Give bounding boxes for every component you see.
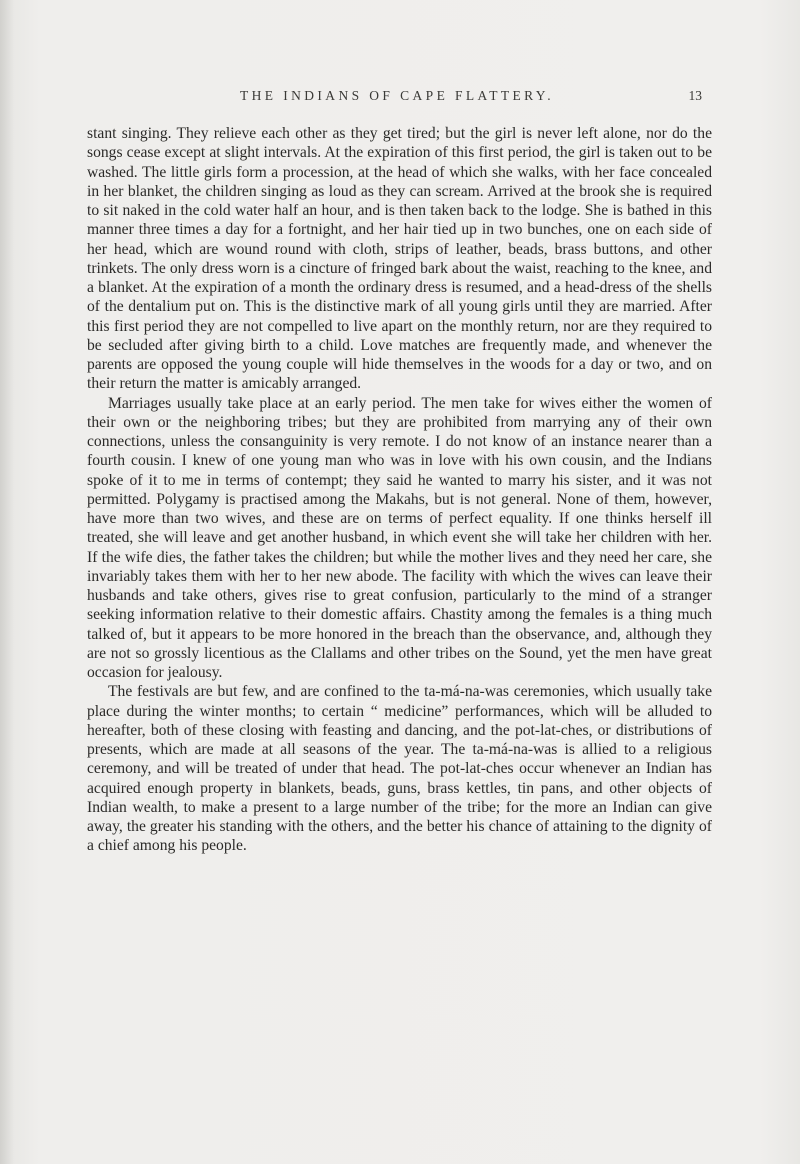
page-number: 13 — [688, 88, 702, 103]
paragraph-festivals: The festivals are but few, and are confined to the ta-má-na-was ceremonies, which usually take place during the winter months; to certain “ medicine” performances, which will be alluded to hereafter, both of these closing with feasting and dancing, and the pot-lat-ches, or distributions of presents, which are made at all seasons of the year. The ta-má-na-was is allied to a religious ceremony, and will be treated of under that head. The pot-lat-ches occur whenever an Indian has acquired enough property in blankets, beads, guns, brass kettles, tin pans, and other objects of Indian wealth, to make a present to a large number of the tribe; for the more an Indian can give away, the greater his standing with the others, and the better his chance of attaining to the dignity of a chief among his people. — [87, 683, 712, 855]
paragraph-continuation: stant singing. They relieve each other as they get tired; but the girl is never left alone, nor do the songs cease except at slight intervals. At the expiration of this first period, the girl is taken out to be washed. The little girls form a procession, at the head of which she walks, with her face concealed in her blanket, the children singing as loud as they can scream. Arrived at the brook she is required to sit naked in the cold water half an hour, and is then taken back to the lodge. She is bathed in this manner three times a day for a fortnight, and her hair tied up in two bunches, one on each side of her head, which are wound round with cloth, strips of leather, beads, brass buttons, and other trinkets. The only dress worn is a cincture of fringed bark about the waist, reaching to the knee, and a blanket. At the expiration of a month the ordinary dress is resumed, and a head-dress of the shells of the dentalium put on. This is the distinctive mark of all young girls until they are married. After this first period they are not compelled to live apart on the monthly return, nor are they required to be secluded after giving birth to a child. Love matches are frequently made, and whenever the parents are opposed the young couple will hide themselves in the woods for a day or two, and on their return the matter is amicably arranged. — [87, 125, 712, 393]
running-title: THE INDIANS OF CAPE FLATTERY. — [240, 88, 554, 103]
paragraph-marriages: Marriages usually take place at an early period. The men take for wives either the women of their own or the neighboring tribes; but they are prohibited from marrying any of their own connections, unless the consanguinity is very remote. I do not know of an instance nearer than a fourth cousin. I knew of one young man who was in love with his own cousin, and the Indians spoke of it to me in terms of contempt; they said he wanted to marry his sister, and it was not permitted. Polygamy is practised among the Makahs, but is not general. None of them, however, have more than two wives, and these are on terms of perfect equality. If one thinks herself ill treated, she will leave and get another husband, in which event she will take her children with her. If the wife dies, the father takes the children; but while the mother lives and they need her care, she invariably takes them with her to her new abode. The facility with which the wives can leave their husbands and take others, gives rise to great confusion, particularly to the mind of a stranger seeking information relative to their domestic affairs. Chastity among the females is a thing much talked of, but it appears to be more honored in the breach than the observance, and, although they are not so grossly licentious as the Clallams and other tribes on the Sound, yet the men have great occasion for jealousy. — [87, 394, 712, 681]
running-head — [92, 88, 702, 110]
body-text — [87, 124, 712, 856]
page-edge-shadow — [0, 0, 14, 1164]
